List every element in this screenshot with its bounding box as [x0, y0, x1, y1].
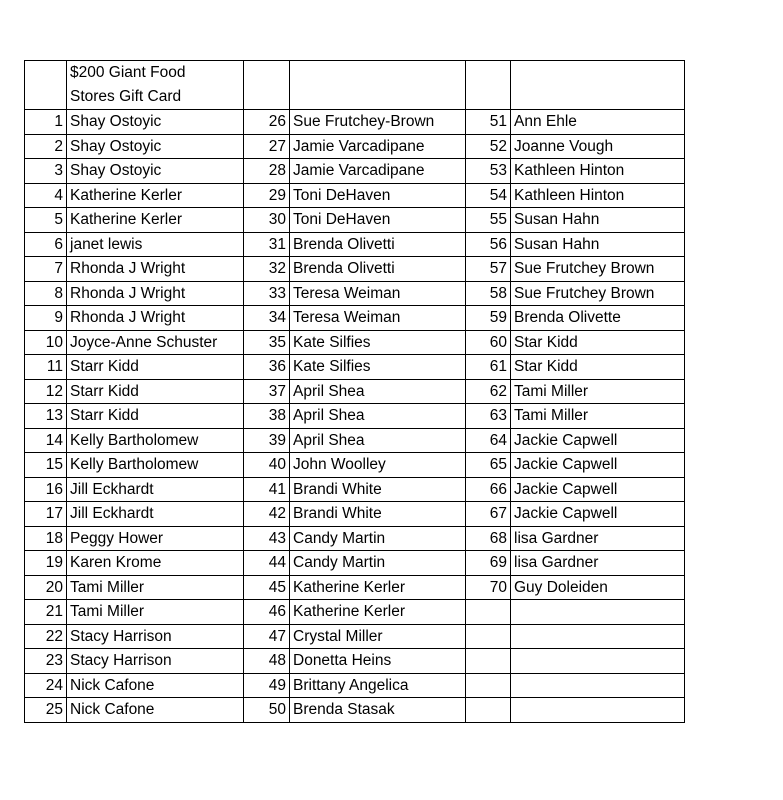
entry-number-cell: 31: [244, 232, 290, 257]
entry-name-cell: Kate Silfies: [290, 330, 466, 355]
entry-name-cell: April Shea: [290, 404, 466, 429]
entry-number-cell: 10: [25, 330, 67, 355]
entry-name-cell: Starr Kidd: [67, 379, 244, 404]
entry-name-cell: Stacy Harrison: [67, 649, 244, 674]
entry-number-cell: [466, 673, 511, 698]
entry-name-cell: Toni DeHaven: [290, 183, 466, 208]
entry-name-cell: Jackie Capwell: [511, 453, 685, 478]
entry-name-cell: Susan Hahn: [511, 208, 685, 233]
entry-number-cell: 13: [25, 404, 67, 429]
entry-number-cell: 66: [466, 477, 511, 502]
entry-name-cell: Rhonda J Wright: [67, 281, 244, 306]
entry-name-cell: [511, 673, 685, 698]
entry-number-cell: 36: [244, 355, 290, 380]
entry-name-cell: Nick Cafone: [67, 698, 244, 723]
entry-number-cell: 16: [25, 477, 67, 502]
entry-name-cell: Katherine Kerler: [67, 208, 244, 233]
entry-name-cell: Tami Miller: [511, 379, 685, 404]
entry-number-cell: 12: [25, 379, 67, 404]
entry-name-cell: Toni DeHaven: [290, 208, 466, 233]
entry-number-cell: 19: [25, 551, 67, 576]
entry-name-cell: Shay Ostoyic: [67, 134, 244, 159]
table-row: [25, 232, 685, 257]
entry-number-cell: 67: [466, 502, 511, 527]
entry-number-cell: 50: [244, 698, 290, 723]
entry-number-cell: [466, 624, 511, 649]
entry-name-cell: Rhonda J Wright: [67, 306, 244, 331]
entry-number-cell: 33: [244, 281, 290, 306]
entry-number-cell: 62: [466, 379, 511, 404]
entry-number-cell: 6: [25, 232, 67, 257]
entry-number-cell: 9: [25, 306, 67, 331]
entry-name-cell: Brandi White: [290, 477, 466, 502]
entry-number-cell: 52: [466, 134, 511, 159]
entry-name-cell: Star Kidd: [511, 330, 685, 355]
entry-number-cell: 24: [25, 673, 67, 698]
entry-number-cell: 57: [466, 257, 511, 282]
table-row: [25, 355, 685, 380]
entry-name-cell: Jamie Varcadipane: [290, 159, 466, 184]
entry-name-cell: Tami Miller: [511, 404, 685, 429]
entry-name-cell: Star Kidd: [511, 355, 685, 380]
entry-name-cell: Katherine Kerler: [67, 183, 244, 208]
entry-name-cell: Sue Frutchey-Brown: [290, 110, 466, 135]
entry-name-cell: Shay Ostoyic: [67, 159, 244, 184]
entry-number-cell: 1: [25, 110, 67, 135]
entry-name-cell: Tami Miller: [67, 575, 244, 600]
table-row: [25, 624, 685, 649]
entry-number-cell: 27: [244, 134, 290, 159]
entry-number-cell: 63: [466, 404, 511, 429]
entry-number-cell: 29: [244, 183, 290, 208]
table-row: [25, 502, 685, 527]
entry-name-cell: [511, 649, 685, 674]
entry-name-cell: Starr Kidd: [67, 355, 244, 380]
entry-name-cell: Jackie Capwell: [511, 428, 685, 453]
entry-name-cell: Starr Kidd: [67, 404, 244, 429]
entry-number-cell: 7: [25, 257, 67, 282]
entry-number-cell: 48: [244, 649, 290, 674]
table-row: [25, 526, 685, 551]
entry-name-cell: Crystal Miller: [290, 624, 466, 649]
entry-number-cell: 22: [25, 624, 67, 649]
entry-name-cell: Kathleen Hinton: [511, 183, 685, 208]
entry-name-cell: Teresa Weiman: [290, 281, 466, 306]
entry-number-cell: 38: [244, 404, 290, 429]
entry-number-cell: 65: [466, 453, 511, 478]
entry-number-cell: [466, 600, 511, 625]
header-blank-cell: [25, 61, 67, 110]
entry-number-cell: 49: [244, 673, 290, 698]
entry-name-cell: Rhonda J Wright: [67, 257, 244, 282]
entry-name-cell: April Shea: [290, 379, 466, 404]
entry-name-cell: Brenda Olivetti: [290, 232, 466, 257]
entry-name-cell: [511, 600, 685, 625]
table-row: [25, 551, 685, 576]
entry-name-cell: Kathleen Hinton: [511, 159, 685, 184]
table-row: [25, 453, 685, 478]
entry-name-cell: Jamie Varcadipane: [290, 134, 466, 159]
entry-name-cell: Candy Martin: [290, 526, 466, 551]
entry-name-cell: janet lewis: [67, 232, 244, 257]
entry-name-cell: Susan Hahn: [511, 232, 685, 257]
table-row: [25, 281, 685, 306]
entry-number-cell: 64: [466, 428, 511, 453]
entry-name-cell: lisa Gardner: [511, 526, 685, 551]
entry-number-cell: 46: [244, 600, 290, 625]
entry-number-cell: 60: [466, 330, 511, 355]
raffle-entry-table: [24, 60, 685, 723]
entry-number-cell: 53: [466, 159, 511, 184]
entry-number-cell: 26: [244, 110, 290, 135]
entry-name-cell: Karen Krome: [67, 551, 244, 576]
entry-name-cell: Tami Miller: [67, 600, 244, 625]
entry-number-cell: 58: [466, 281, 511, 306]
table-row: [25, 159, 685, 184]
entry-name-cell: Joyce-Anne Schuster: [67, 330, 244, 355]
table-row: [25, 183, 685, 208]
entry-number-cell: 11: [25, 355, 67, 380]
entry-number-cell: 56: [466, 232, 511, 257]
entry-number-cell: 39: [244, 428, 290, 453]
entry-number-cell: 28: [244, 159, 290, 184]
entry-number-cell: 43: [244, 526, 290, 551]
entry-number-cell: 34: [244, 306, 290, 331]
entry-name-cell: Jill Eckhardt: [67, 502, 244, 527]
entry-number-cell: 32: [244, 257, 290, 282]
entry-number-cell: [466, 698, 511, 723]
table-row: [25, 306, 685, 331]
entry-number-cell: 25: [25, 698, 67, 723]
table-row: [25, 698, 685, 723]
entry-number-cell: 23: [25, 649, 67, 674]
entry-name-cell: April Shea: [290, 428, 466, 453]
table-row: [25, 208, 685, 233]
entry-number-cell: 37: [244, 379, 290, 404]
entry-number-cell: 42: [244, 502, 290, 527]
entry-number-cell: 17: [25, 502, 67, 527]
entry-number-cell: 44: [244, 551, 290, 576]
entry-name-cell: Jackie Capwell: [511, 477, 685, 502]
header-blank-cell: [290, 61, 466, 110]
table-row: [25, 404, 685, 429]
entry-name-cell: Brenda Stasak: [290, 698, 466, 723]
entry-number-cell: 2: [25, 134, 67, 159]
entry-number-cell: [466, 649, 511, 674]
entry-name-cell: Kate Silfies: [290, 355, 466, 380]
entry-name-cell: Peggy Hower: [67, 526, 244, 551]
entry-name-cell: Sue Frutchey Brown: [511, 281, 685, 306]
entry-number-cell: 47: [244, 624, 290, 649]
entry-number-cell: 55: [466, 208, 511, 233]
table-row: [25, 575, 685, 600]
header-blank-cell: [511, 61, 685, 110]
prize-title-line1: $200 Giant Food: [70, 64, 186, 81]
entry-number-cell: 45: [244, 575, 290, 600]
entry-name-cell: John Woolley: [290, 453, 466, 478]
table-row: [25, 134, 685, 159]
table-row: [25, 649, 685, 674]
entry-number-cell: 61: [466, 355, 511, 380]
entry-name-cell: Candy Martin: [290, 551, 466, 576]
entry-name-cell: [511, 698, 685, 723]
entry-number-cell: 35: [244, 330, 290, 355]
entry-name-cell: lisa Gardner: [511, 551, 685, 576]
entry-name-cell: Katherine Kerler: [290, 575, 466, 600]
entry-number-cell: 21: [25, 600, 67, 625]
entry-name-cell: Brittany Angelica: [290, 673, 466, 698]
entry-number-cell: 18: [25, 526, 67, 551]
entry-name-cell: Jackie Capwell: [511, 502, 685, 527]
entry-number-cell: 59: [466, 306, 511, 331]
header-blank-cell: [244, 61, 290, 110]
table-row: [25, 257, 685, 282]
entry-name-cell: Joanne Vough: [511, 134, 685, 159]
prize-title-cell: [67, 61, 244, 110]
entry-name-cell: Jill Eckhardt: [67, 477, 244, 502]
entry-number-cell: 8: [25, 281, 67, 306]
table-row: [25, 110, 685, 135]
entry-name-cell: Shay Ostoyic: [67, 110, 244, 135]
entry-number-cell: 41: [244, 477, 290, 502]
entry-name-cell: Brandi White: [290, 502, 466, 527]
entry-number-cell: 14: [25, 428, 67, 453]
entry-name-cell: Stacy Harrison: [67, 624, 244, 649]
entry-number-cell: 3: [25, 159, 67, 184]
table-row: [25, 673, 685, 698]
entry-number-cell: 70: [466, 575, 511, 600]
entry-name-cell: Teresa Weiman: [290, 306, 466, 331]
entry-name-cell: Kelly Bartholomew: [67, 428, 244, 453]
entry-name-cell: Katherine Kerler: [290, 600, 466, 625]
header-row: [25, 61, 685, 110]
entry-number-cell: 51: [466, 110, 511, 135]
entry-name-cell: Donetta Heins: [290, 649, 466, 674]
header-blank-cell: [466, 61, 511, 110]
table-row: [25, 477, 685, 502]
entry-name-cell: Brenda Olivetti: [290, 257, 466, 282]
entry-number-cell: 20: [25, 575, 67, 600]
entry-number-cell: 15: [25, 453, 67, 478]
table-row: [25, 379, 685, 404]
table-row: [25, 330, 685, 355]
prize-title-line2: Stores Gift Card: [70, 88, 182, 105]
table-row: [25, 428, 685, 453]
entry-number-cell: 68: [466, 526, 511, 551]
entry-name-cell: Kelly Bartholomew: [67, 453, 244, 478]
entry-number-cell: 69: [466, 551, 511, 576]
entry-number-cell: 54: [466, 183, 511, 208]
entry-number-cell: 30: [244, 208, 290, 233]
entry-name-cell: Ann Ehle: [511, 110, 685, 135]
entry-number-cell: 4: [25, 183, 67, 208]
entry-number-cell: 40: [244, 453, 290, 478]
entry-name-cell: Nick Cafone: [67, 673, 244, 698]
table-row: [25, 600, 685, 625]
entry-number-cell: 5: [25, 208, 67, 233]
entry-name-cell: [511, 624, 685, 649]
entry-name-cell: Guy Doleiden: [511, 575, 685, 600]
entry-name-cell: Brenda Olivette: [511, 306, 685, 331]
entry-name-cell: Sue Frutchey Brown: [511, 257, 685, 282]
